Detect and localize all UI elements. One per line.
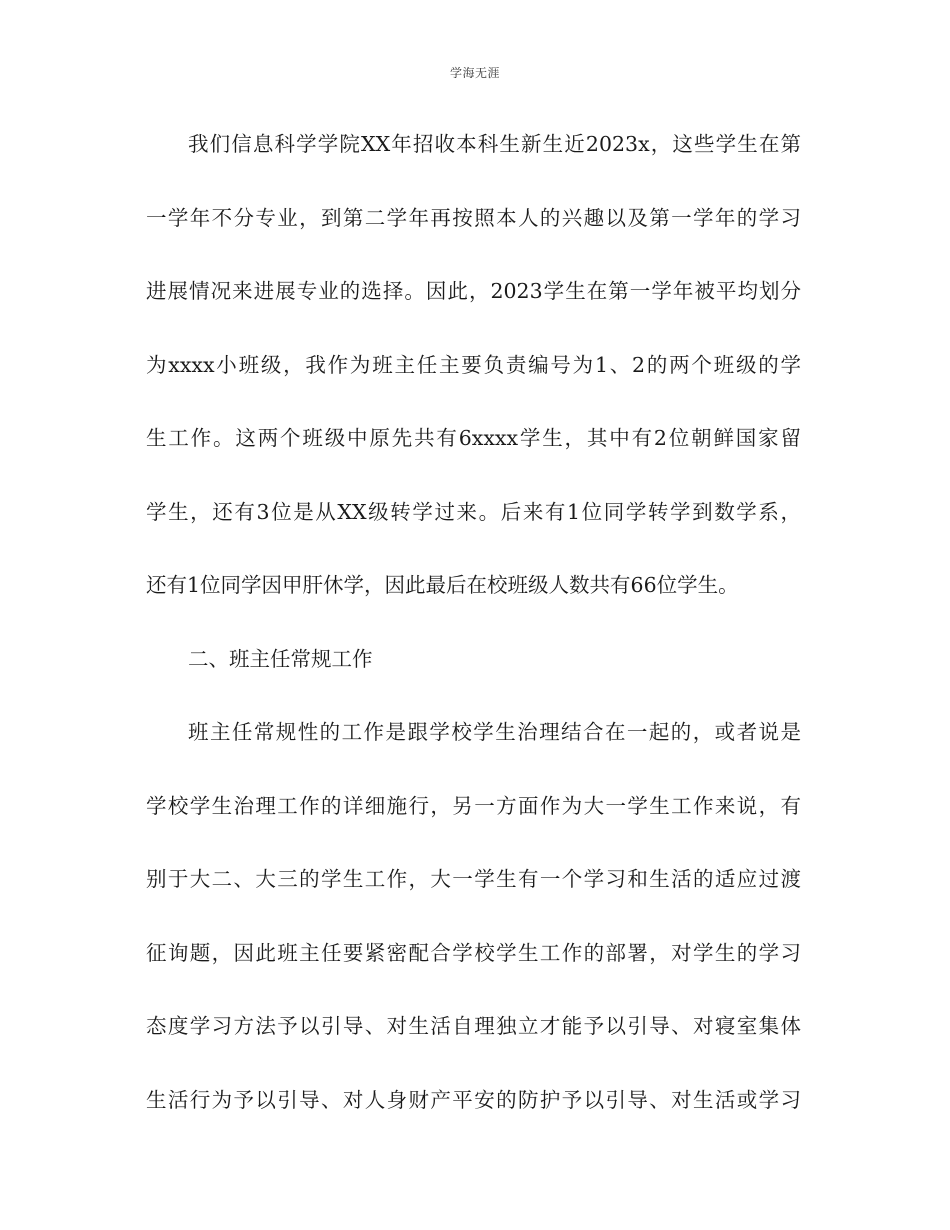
- paragraph-line: 生活行为予以引导、对人身财产平安的防护予以引导、对生活或学习: [146, 1087, 801, 1112]
- paragraph-line: 进展情况来进展专业的选择。因此，2023学生在第一学年被平均划分: [146, 279, 801, 303]
- paragraph-line: 学校学生治理工作的详细施行，另一方面作为大一学生工作来说，有: [146, 793, 801, 818]
- paragraph-line: 班主任常规性的工作是跟学校学生治理结合在一起的，或者说是: [188, 720, 801, 744]
- page-header: 学海无涯: [449, 66, 500, 80]
- paragraph-line: 别于大二、大三的学生工作，大一学生有一个学习和生活的适应过渡: [146, 867, 801, 891]
- paragraph-line: 一学年不分专业，到第二学年再按照本人的兴趣以及第一学年的学习: [146, 205, 801, 230]
- paragraph-line: 生工作。这两个班级中原先共有6xxxx学生，其中有2位朝鲜国家留: [146, 426, 801, 450]
- paragraph-line: 为xxxx小班级，我作为班主任主要负责编号为1、2的两个班级的学: [146, 352, 801, 377]
- document-body: [146, 115, 801, 1144]
- paragraph-line: 征询题，因此班主任要紧密配合学校学生工作的部署，对学生的学习: [146, 940, 801, 965]
- paragraph-line: 还有1位同学因甲肝休学，因此最后在校班级人数共有66位学生。: [146, 573, 739, 597]
- section-heading: 二、班主任常规工作: [188, 646, 373, 671]
- paragraph-line: 我们信息科学学院XX年招收本科生新生近2023x，这些学生在第: [188, 132, 801, 156]
- paragraph-line: 学生，还有3位是从XX级转学过来。后来有1位同学转学到数学系，: [146, 499, 801, 524]
- paragraph-line: 态度学习方法予以引导、对生活自理独立才能予以引导、对寝室集体: [146, 1014, 801, 1038]
